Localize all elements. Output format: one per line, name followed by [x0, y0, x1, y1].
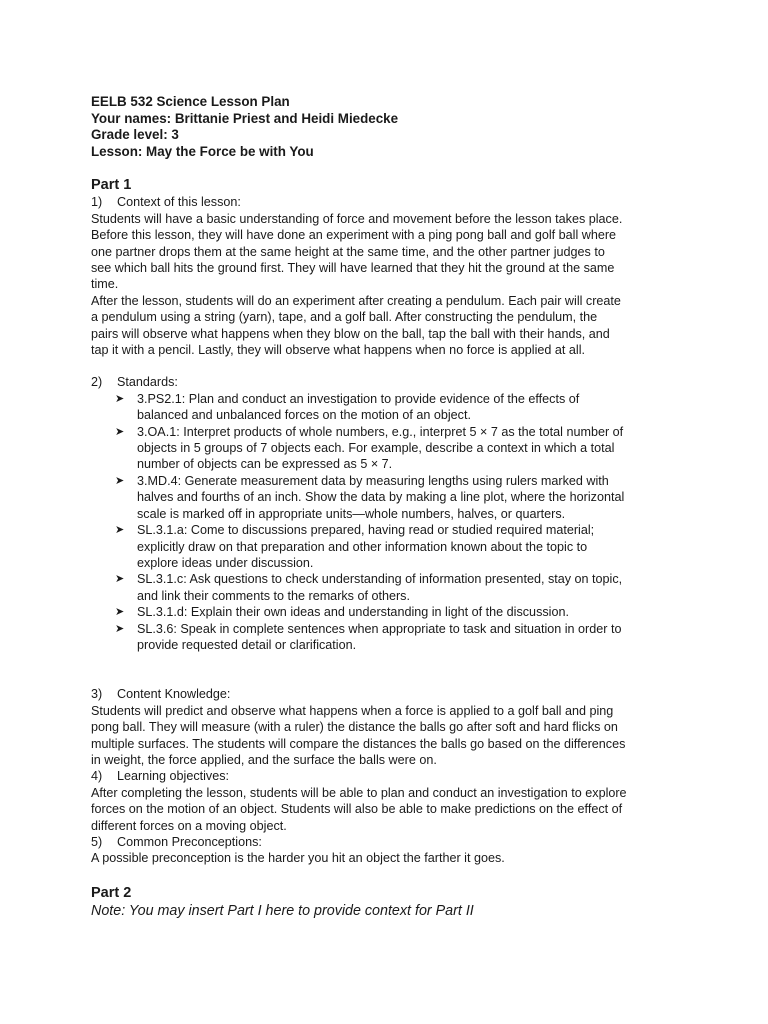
part2-title: Part 2 — [91, 884, 132, 901]
lesson-plan-page — [91, 94, 691, 920]
section-heading-label: Common Preconceptions: — [117, 835, 262, 849]
section-heading-label: Context of this lesson: — [117, 195, 241, 210]
standard-item — [91, 473, 691, 522]
text-line: time. — [91, 277, 119, 292]
arrowhead-bullet-icon: ➤ — [115, 474, 125, 487]
text-line: a pendulum using a string (yarn), tape, and a golf ball. After constructing the pendulum, the — [91, 310, 598, 325]
section-standards — [91, 374, 691, 653]
section-heading — [91, 194, 691, 210]
text-line: one partner drops them at the same height at the same time, and the other partner judges to — [91, 244, 605, 259]
section-body — [91, 211, 691, 359]
arrowhead-bullet-icon: ➤ — [115, 392, 125, 405]
section-number: 1) — [91, 195, 103, 210]
standard-text-line: explicitly draw on that preparation and other information known about the topic to — [137, 539, 588, 554]
text-line: multiple surfaces. The students will compare the distances the balls go based on the differences — [91, 736, 626, 751]
document-header — [91, 94, 691, 160]
arrowhead-bullet-icon: ➤ — [115, 606, 125, 619]
text-line: forces on the motion of an object. Students will also be able to make predictions on the effect of — [91, 802, 623, 817]
section-number: 5) — [91, 835, 103, 849]
text-line: After completing the lesson, students will be able to plan and conduct an investigation to explore — [91, 785, 627, 800]
section-preconceptions — [91, 834, 691, 867]
standard-text-line: halves and fourths of an inch. Show the data by making a line plot, where the horizontal — [137, 490, 625, 505]
section-number: 2) — [91, 375, 103, 390]
standards-list — [91, 391, 691, 654]
arrowhead-bullet-icon: ➤ — [115, 524, 125, 537]
section-heading — [91, 768, 691, 784]
text-line: Students will have a basic understanding of force and movement before the lesson takes place. — [91, 211, 623, 226]
standard-text-line: and link their comments to the remarks of others. — [137, 588, 410, 603]
text-line: pairs will observe what happens when they blow on the ball, tap the ball with their hands, and — [91, 326, 610, 341]
text-line: see which ball hits the ground first. They will have learned that they hit the ground at the same — [91, 261, 615, 275]
standard-text-line: 3.MD.4: Generate measurement data by measuring lengths using rulers marked with — [137, 473, 609, 488]
standard-item — [91, 391, 691, 424]
section-number: 4) — [91, 769, 103, 784]
author-names: Your names: Brittanie Priest and Heidi Miedecke — [91, 110, 399, 126]
text-line: Before this lesson, they will have done an experiment with a ping pong ball and golf ball where — [91, 228, 617, 243]
arrowhead-bullet-icon: ➤ — [115, 622, 125, 635]
standard-item — [91, 522, 691, 571]
section-heading-label: Standards: — [117, 375, 178, 390]
section-content-knowledge — [91, 686, 691, 768]
standard-text-line: objects in 5 groups of 7 objects each. For example, describe a context in which a total — [137, 441, 615, 456]
standard-text-line: SL.3.1.c: Ask questions to check understanding of information presented, stay on topic, — [137, 572, 623, 587]
standard-item — [91, 424, 691, 473]
arrowhead-bullet-icon: ➤ — [115, 425, 125, 438]
section-learning-objectives — [91, 768, 691, 834]
standard-text-line: scale is marked off in appropriate units—whole numbers, halves, or quarters. — [137, 506, 566, 521]
standard-item — [91, 621, 691, 654]
standard-text-line: SL.3.1.d: Explain their own ideas and understanding in light of the discussion. — [137, 605, 569, 620]
grade-level: Grade level: 3 — [91, 127, 179, 143]
text-line: Students will predict and observe what happens when a force is applied to a golf ball and ping — [91, 703, 614, 718]
section-heading-label: Learning objectives: — [117, 769, 230, 784]
part2-note: Note: You may insert Part I here to provide context for Part II — [91, 902, 474, 919]
section-context — [91, 194, 691, 358]
section-body — [91, 850, 691, 866]
text-line: in weight, the force applied, and the surface the balls were on. — [91, 752, 437, 767]
standard-item — [91, 604, 691, 620]
document-title: EELB 532 Science Lesson Plan — [91, 94, 290, 109]
section-heading — [91, 374, 691, 390]
standard-text-line: balanced and unbalanced forces on the motion of an object. — [137, 408, 471, 423]
section-body — [91, 703, 691, 769]
standard-text-line: provide requested detail or clarification. — [137, 637, 357, 652]
lesson-title: Lesson: May the Force be with You — [91, 143, 314, 159]
standard-text-line: 3.OA.1: Interpret products of whole numbers, e.g., interpret 5 × 7 as the total number of — [137, 424, 624, 439]
section-heading-label: Content Knowledge: — [117, 687, 231, 702]
arrowhead-bullet-icon: ➤ — [115, 573, 125, 586]
text-line: pong ball. They will measure (with a ruler) the distance the balls go after soft and hard flicks on — [91, 720, 618, 735]
section-body — [91, 785, 691, 834]
standard-text-line: explore ideas under discussion. — [137, 555, 314, 570]
text-line: tap it with a pencil. Lastly, they will observe what happens when no force is applied at all. — [91, 343, 585, 358]
text-line: After the lesson, students will do an experiment after creating a pendulum. Each pair will create — [91, 293, 621, 308]
standard-item — [91, 571, 691, 604]
section-heading — [91, 834, 691, 850]
section-heading — [91, 686, 691, 702]
standard-text-line: SL.3.1.a: Come to discussions prepared, having read or studied required material; — [137, 523, 595, 538]
section-number: 3) — [91, 687, 103, 702]
part1-title: Part 1 — [91, 177, 132, 194]
standard-text-line: SL.3.6: Speak in complete sentences when appropriate to task and situation in order to — [137, 621, 622, 636]
standard-text-line: number of objects can be expressed as 5 × 7. — [137, 457, 393, 472]
text-line: A possible preconception is the harder you hit an object the farther it goes. — [91, 851, 505, 866]
text-line: different forces on a moving object. — [91, 818, 287, 833]
standard-text-line: 3.PS2.1: Plan and conduct an investigation to provide evidence of the effects of — [137, 391, 580, 406]
